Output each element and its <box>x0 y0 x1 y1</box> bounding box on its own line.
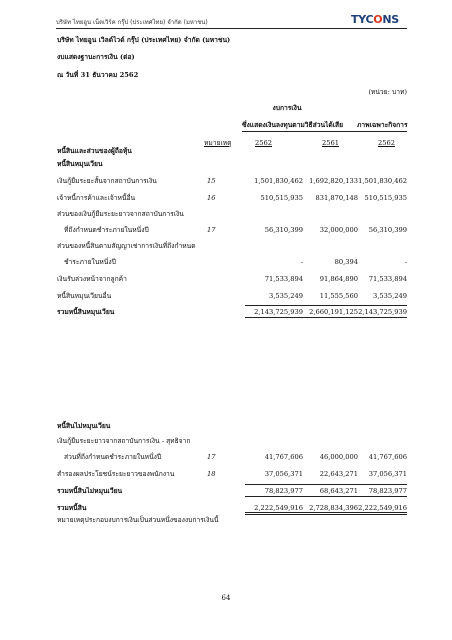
column-year-1: 2562 <box>255 139 273 147</box>
section-current-liabilities: หนี้สินหมุนเวียน <box>57 160 103 168</box>
row-value-separate-2562: 41,767,606 <box>368 453 407 461</box>
row-value-separate-2562: - <box>404 258 407 266</box>
row-note: 16 <box>207 194 216 202</box>
row-value-consolidated-2562: 41,767,606 <box>264 453 303 461</box>
logo-text-ns: NS <box>382 13 399 26</box>
row-value-consolidated-2561: 68,643,271 <box>319 487 358 495</box>
row-value-separate-2562: 2,222,549,916 <box>358 504 407 512</box>
row-value-consolidated-2561: 32,000,000 <box>319 226 358 234</box>
total-rule <box>245 496 303 497</box>
row-label: เงินรับล่วงหน้าจากลูกค้า <box>57 275 127 283</box>
row-label: หนี้สินหมุนเวียนอื่น <box>57 292 112 300</box>
row-note: 18 <box>207 470 216 478</box>
column-year-2: 2561 <box>322 139 340 147</box>
row-label: ส่วนที่ถึงกำหนดชำระภายในหนึ่งปี <box>64 453 162 461</box>
row-value-consolidated-2562: 510,515,935 <box>260 194 303 202</box>
total-rule <box>350 512 407 513</box>
total-rule <box>350 305 407 306</box>
row-value-consolidated-2562: 2,222,549,916 <box>254 504 303 512</box>
row-label: เจ้าหนี้การค้าและเจ้าหนี้อื่น <box>57 194 136 202</box>
row-value-separate-2562: 3,535,249 <box>372 292 407 300</box>
section-noncurrent-liabilities: หนี้สินไม่หมุนเวียน <box>57 422 111 430</box>
row-note: 15 <box>207 177 216 185</box>
row-value-consolidated-2562: 78,823,977 <box>264 487 303 495</box>
column-group-main: งบการเงิน <box>272 104 302 112</box>
total-rule <box>245 484 303 485</box>
row-value-consolidated-2561: 11,555,560 <box>319 292 358 300</box>
row-value-consolidated-2561: 2,660,191,125 <box>309 308 358 316</box>
row-value-consolidated-2561: 2,728,834,396 <box>309 504 358 512</box>
row-value-separate-2562: 1,501,830,462 <box>358 177 407 185</box>
unit-label: (หน่วย: บาท) <box>368 88 407 96</box>
row-value-consolidated-2562: 37,056,371 <box>264 470 303 478</box>
total-rule <box>350 514 407 515</box>
row-value-consolidated-2562: 1,501,830,462 <box>254 177 303 185</box>
total-rule <box>350 317 407 318</box>
row-label: รวมหนี้สินหมุนเวียน <box>57 308 115 316</box>
row-value-consolidated-2562: - <box>300 258 303 266</box>
row-value-consolidated-2561: 46,000,000 <box>319 453 358 461</box>
row-value-consolidated-2562: 2,143,725,939 <box>254 308 303 316</box>
row-label: ชำระภายในหนึ่งปี <box>64 258 116 266</box>
total-rule <box>245 514 303 515</box>
row-value-separate-2562: 510,515,935 <box>364 194 407 202</box>
column-group-sub: ซึ่งแสดงเงินลงทุนตามวิธีส่วนได้เสีย <box>242 121 344 129</box>
total-rule <box>350 484 407 485</box>
column-note-header: หมายเหตุ <box>204 139 232 147</box>
row-value-separate-2562: 2,143,725,939 <box>358 308 407 316</box>
row-value-separate-2562: 56,310,399 <box>368 226 407 234</box>
row-label: ที่ถึงกำหนดชำระภายในหนึ่งปี <box>64 226 149 234</box>
row-label: รวมหนี้สินไม่หมุนเวียน <box>57 487 123 495</box>
page-number: 64 <box>221 594 231 602</box>
row-value-separate-2562: 71,533,894 <box>368 275 407 283</box>
logo-text-tyc: TYC <box>351 13 374 26</box>
column-year-3: 2562 <box>378 139 396 147</box>
row-label: เงินกู้ยืมระยะสั้นจากสถาบันการเงิน <box>57 177 157 185</box>
header-rule <box>56 28 407 29</box>
row-value-consolidated-2561: 1,692,820,133 <box>309 177 358 185</box>
column-group-rule <box>242 131 407 132</box>
row-label: สำรองผลประโยชน์ระยะยาวของพนักงาน <box>57 470 175 478</box>
row-note: 17 <box>207 453 216 461</box>
company-name: บริษัท ไทยอูน เวิลด์ไวด์ กรุ๊ป (ประเทศไทย) จำกัด (มหาชน) <box>57 36 231 44</box>
row-value-consolidated-2561: 22,643,271 <box>319 470 358 478</box>
logo-text-o: O <box>373 13 383 26</box>
row-value-consolidated-2561: 80,394 <box>334 258 358 266</box>
row-note: 17 <box>207 226 216 234</box>
row-label: รวมหนี้สิน <box>57 504 87 512</box>
row-value-separate-2562: 78,823,977 <box>368 487 407 495</box>
row-value-consolidated-2562: 71,533,894 <box>264 275 303 283</box>
row-value-consolidated-2561: 91,864,890 <box>319 275 358 283</box>
running-header: บริษัท ไทยอูน เน็ตเวิร์ค กรุ๊ป (ประเทศไทย) จำกัด (มหาชน) <box>56 19 208 26</box>
statement-date: ณ วันที่ 31 ธันวาคม 2562 <box>57 71 139 79</box>
row-value-separate-2562: 37,056,371 <box>368 470 407 478</box>
row-label: ส่วนของเงินกู้ยืมระยะยาวจากสถาบันการเงิน <box>57 210 184 218</box>
row-value-consolidated-2561: 831,870,148 <box>315 194 358 202</box>
row-value-consolidated-2562: 56,310,399 <box>264 226 303 234</box>
statement-title: งบแสดงฐานะการเงิน (ต่อ) <box>57 53 135 61</box>
row-label: ส่วนของหนี้สินตามสัญญาเช่าการเงินที่ถึงกำหนด <box>57 242 196 250</box>
total-rule <box>245 512 303 513</box>
footnote: หมายเหตุประกอบงบการเงินเป็นส่วนหนึ่งของงบการเงินนี้ <box>57 516 219 524</box>
total-rule <box>350 496 407 497</box>
total-rule <box>245 317 303 318</box>
column-separate: ภาพเฉพาะกิจการ <box>357 121 408 129</box>
row-label: เงินกู้ยืมระยะยาวจากสถาบันการเงิน - สุทธิจาก <box>57 437 191 445</box>
section-liabilities-equity: หนี้สินและส่วนของผู้ถือหุ้น <box>57 147 132 155</box>
total-rule <box>245 305 303 306</box>
company-logo <box>351 13 399 26</box>
row-value-consolidated-2562: 3,535,249 <box>268 292 303 300</box>
